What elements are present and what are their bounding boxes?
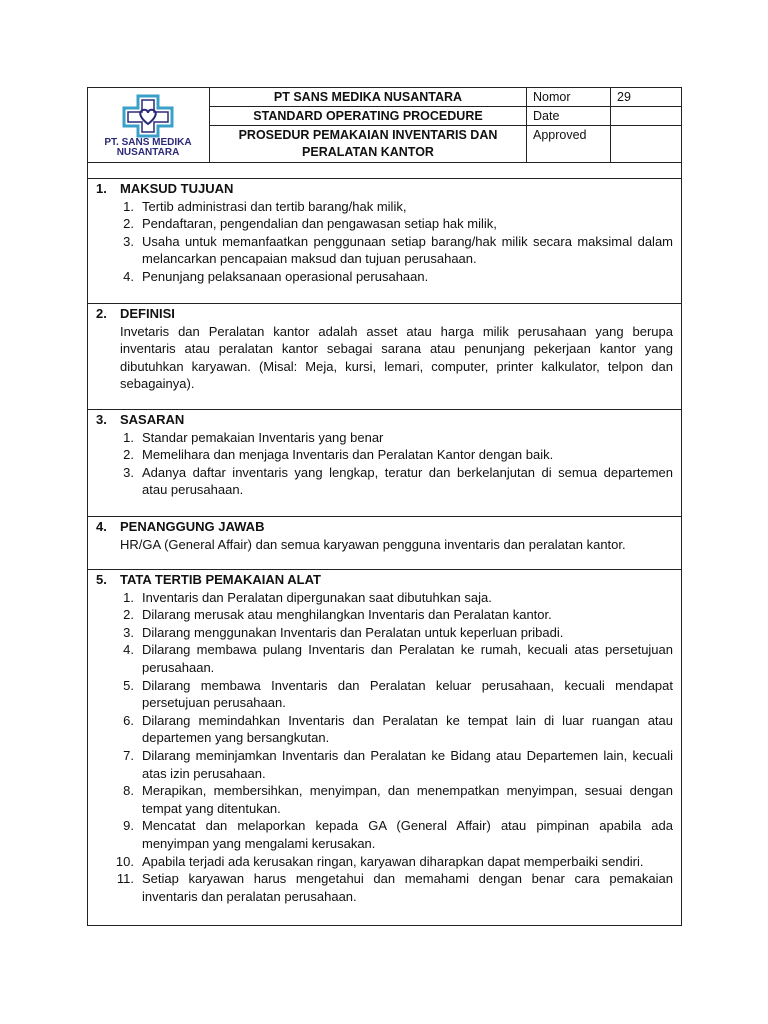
header-table: [87, 87, 682, 163]
section-sasaran: [87, 410, 682, 517]
list-item: 2. Pendaftaran, pengendalian dan pengawasan setiap hak milik,: [123, 216, 497, 232]
section-heading: [96, 305, 673, 323]
section-text: HR/GA (General Affair) dan semua karyawan pengguna inventaris dan peralatan kantor.: [120, 536, 626, 552]
list-item: 5. Dilarang membawa Inventaris dan Peralatan keluar perusahaan, kecuali mendapat persetujuan perusahaan.: [123, 677, 673, 711]
section-title: PENANGGUNG JAWAB: [120, 519, 265, 534]
list-item: 3. Dilarang menggunakan Inventaris dan Peralatan untuk keperluan pribadi.: [123, 624, 564, 640]
list-item: 4. Penunjang pelaksanaan operasional perusahaan.: [123, 268, 429, 284]
approved-label: Approved: [527, 126, 611, 162]
nomor-label: Nomor: [527, 88, 611, 106]
section-number: 1.: [96, 181, 107, 196]
list-item: 9. Mencatat dan melaporkan kepada GA (General Affair) atau pimpinan apabila ada menyimpan yang mengalami kerusakan.: [123, 818, 673, 851]
section-title: DEFINISI: [120, 306, 175, 321]
list-item: 4. Dilarang membawa pulang Inventaris dan Peralatan ke rumah, kecuali atas persetujuan perusahaan.: [123, 642, 673, 675]
section-text: Invetaris dan Peralatan kantor adalah asset atau harga milik perusahaan yang berupa inventaris atau peralatan kantor sebagai sarana atau penunjang pekerjaan kantor yang dibutuhkan karyawan. (Misal: Meja, kursi, lemari, computer, printer kalkulator, telpon dan sebagainya).: [120, 323, 673, 392]
section-heading: [96, 411, 673, 429]
section-number: 4.: [96, 519, 107, 534]
section-heading: [96, 518, 673, 536]
list-item: 1. Inventaris dan Peralatan dipergunakan saat dibutuhkan saja.: [123, 589, 492, 605]
section-tata-tertib: [87, 570, 682, 926]
list-item: 10. Apabila terjadi ada kerusakan ringan, karyawan diharapkan dapat memperbaiki sendiri.: [115, 853, 644, 869]
section-penanggung-jawab: [87, 517, 682, 570]
section-list: [112, 589, 673, 906]
section-definisi: [87, 304, 682, 410]
list-item: 3. Adanya daftar inventaris yang lengkap, teratur dan berkelanjutan di semua departemen atau perusahaan.: [123, 464, 673, 498]
date-label: Date: [527, 107, 611, 125]
doc-title: [210, 126, 527, 162]
section-number: 2.: [96, 306, 107, 321]
list-item: 2. Memelihara dan menjaga Inventaris dan Peralatan Kantor dengan baik.: [123, 447, 554, 463]
list-item: 1. Standar pemakaian Inventaris yang benar: [123, 429, 384, 445]
doc-type: STANDARD OPERATING PROCEDURE: [210, 107, 527, 125]
nomor-value: 29: [617, 90, 631, 104]
section-list: [112, 429, 673, 499]
section-heading: [96, 571, 673, 589]
date-value: [611, 107, 681, 125]
logo-cell: [88, 88, 210, 162]
list-item: 8. Merapikan, membersihkan, menyimpan, dan menempatkan menyimpan, sesuai dengan tempat yang ditentukan.: [123, 783, 673, 816]
doc-title-line1: PROSEDUR PEMAKAIAN INVENTARIS DAN: [238, 128, 498, 142]
logo-text-line2: NUSANTARA: [116, 147, 180, 158]
logo-text-line1: PT. SANS MEDIKA: [104, 137, 192, 148]
sop-document: [87, 87, 682, 926]
section-heading: [96, 180, 673, 198]
list-item: 6. Dilarang memindahkan Inventaris dan Peralatan ke tempat lain di luar ruangan atau departemen yang bersangkutan.: [123, 712, 673, 746]
header-row-3: [210, 126, 681, 162]
doc-title-line2: PERALATAN KANTOR: [302, 145, 434, 159]
list-item: 2. Dilarang merusak atau menghilangkan Inventaris dan Peralatan kantor.: [123, 607, 552, 623]
logo-text: [92, 138, 204, 158]
list-item: 1. Tertib administrasi dan tertib barang/hak milik,: [123, 198, 407, 214]
company-name: PT SANS MEDIKA NUSANTARA: [210, 88, 527, 106]
section-maksud-tujuan: [87, 179, 682, 304]
header-row-2: [210, 107, 681, 126]
header-spacer: [87, 163, 682, 179]
section-list: [112, 198, 673, 286]
section-number: 3.: [96, 412, 107, 427]
section-number: 5.: [96, 572, 107, 587]
section-title: TATA TERTIB PEMAKAIAN ALAT: [120, 572, 321, 587]
approved-value: [611, 126, 681, 162]
list-item: 11. Setiap karyawan harus mengetahui dan memahami dengan benar cara pemakaian inventaris dan peralatan perusahaan.: [116, 871, 673, 904]
section-title: MAKSUD TUJUAN: [120, 181, 234, 196]
header-row-1: [210, 88, 681, 107]
list-item: 7. Dilarang meminjamkan Inventaris dan Peralatan ke Bidang atau Departemen lain, kecuali atas izin perusahaan.: [123, 747, 673, 781]
list-item: 3. Usaha untuk memanfaatkan penggunaan setiap barang/hak milik secara maksimal dalam melancarkan pencapaian maksud dan tujuan perusahaan.: [123, 233, 673, 267]
company-logo-icon: [118, 94, 178, 138]
section-title: SASARAN: [120, 412, 185, 427]
